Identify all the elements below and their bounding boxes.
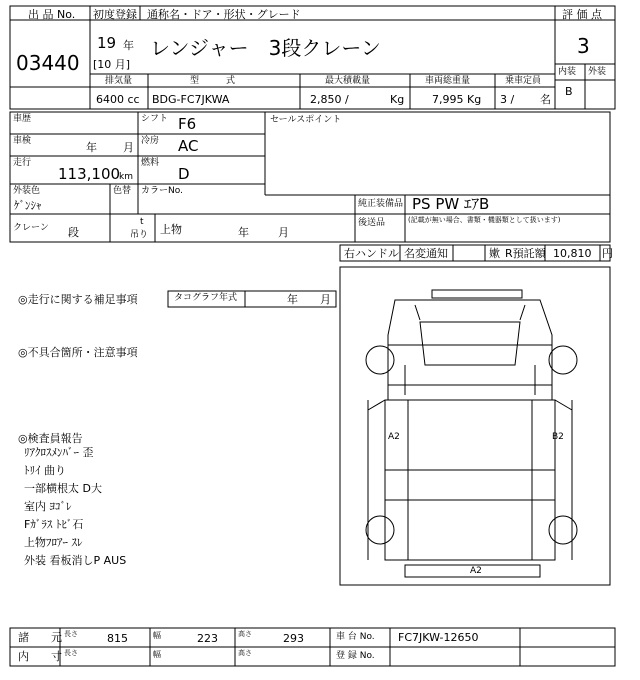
registration-year: 19	[97, 34, 117, 52]
registration-label: 初度登録	[93, 8, 137, 21]
max-load: 2,850 /	[310, 93, 349, 106]
length-value: 815	[107, 632, 128, 645]
driving-notes-heading: ◎走行に関する補足事項	[18, 293, 138, 306]
body-label: 上物	[160, 223, 182, 236]
max-load-label: 最大積載量	[325, 76, 371, 86]
dims-label: 諸 元	[18, 631, 62, 644]
crane-hook-unit: 吊り	[130, 230, 149, 240]
color-value: ｹﾞﾝｼｬ	[14, 199, 42, 212]
equipment-value: PS PW ｴｱB	[412, 195, 490, 213]
registration-month: [10 月]	[93, 58, 131, 71]
aircon-value: AC	[178, 137, 199, 155]
inspector-line: ﾘｱｸﾛｽﾒﾝﾊﾞｰ 歪	[24, 446, 94, 459]
fuel-value: D	[178, 165, 190, 183]
displacement-label: 排気量	[105, 76, 133, 86]
body-month-unit: 月	[278, 226, 289, 239]
shift-label: シフト	[141, 114, 169, 124]
damage-mark: B2	[552, 432, 564, 442]
displacement: 6400 cc	[96, 93, 140, 106]
score-label: 評 価 点	[562, 8, 602, 21]
interior-label: 内装	[558, 67, 577, 77]
fuel-label: 燃料	[141, 158, 160, 168]
tachograph-year-unit: 年	[287, 293, 298, 306]
color-change-label: 色替	[113, 186, 132, 196]
name-change-label: 名変通知	[404, 247, 448, 260]
capacity-unit: 名	[540, 93, 551, 106]
interior-length-label: 長さ	[64, 649, 78, 657]
width-label: 幅	[153, 631, 161, 640]
tachograph-month-unit: 月	[320, 293, 331, 306]
mileage-unit: km	[119, 172, 133, 182]
shift-value: F6	[178, 115, 197, 133]
registration-number-label: 登 録 No.	[336, 651, 375, 661]
deposit-value: 10,810	[553, 247, 592, 260]
color-code-label: カラーNo.	[141, 186, 183, 196]
exterior-label: 外装	[588, 67, 607, 77]
model-code: BDG-FC7JKWA	[152, 93, 230, 106]
rhd-badge: 右ハンドル	[344, 247, 399, 260]
interior-height-label: 高さ	[238, 649, 252, 657]
length-label: 長さ	[64, 630, 78, 638]
damage-mark: A2	[388, 432, 400, 442]
inspector-line: 上物ﾌﾛｱｰ ｽﾚ	[24, 536, 83, 549]
lot-number: 03440	[16, 51, 80, 75]
interior-score: B	[565, 85, 573, 98]
tachograph-label: タコグラフ年式	[174, 293, 238, 303]
inspection-label: 車検	[13, 136, 32, 146]
lot-label: 出 品 No.	[28, 8, 76, 21]
interior-width-label: 幅	[153, 650, 161, 659]
capacity: 3 /	[500, 93, 515, 106]
inspection-month-unit: 月	[123, 141, 134, 154]
mileage-value: 113,100	[58, 165, 121, 183]
equipment-label: 純正装備品	[358, 199, 404, 209]
gross-weight: 7,995 Kg	[432, 93, 482, 106]
model-code-label: 型 式	[190, 76, 236, 86]
aftermarket-note: (記載が無い場合、書類・機器類として扱います)	[408, 216, 561, 224]
sales-points-label: セールスポイント	[270, 115, 342, 125]
gross-weight-label: 車両総重量	[425, 76, 471, 86]
interior-dims-label: 内 寸	[18, 650, 62, 663]
overall-score: 3	[577, 34, 590, 58]
defect-heading: ◎不具合箇所・注意事項	[18, 346, 138, 359]
inspector-heading: ◎検査員報告	[18, 432, 83, 445]
mileage-label: 走行	[13, 158, 32, 168]
crane-label: クレーン	[13, 223, 49, 233]
crane-ton-unit: t	[140, 217, 144, 227]
inspector-line: 室内 ﾖｺﾞﾚ	[24, 500, 72, 513]
deposit-label: R預託額	[505, 247, 546, 260]
aircon-label: 冷房	[141, 136, 160, 146]
height-label: 高さ	[238, 630, 252, 638]
chassis-label: 車 台 No.	[336, 632, 375, 642]
color-label: 外装色	[13, 186, 41, 196]
max-load-unit: Kg	[390, 93, 405, 106]
inspector-line: 一部横根太 D大	[24, 482, 102, 495]
tax-label: 嫰	[489, 247, 500, 260]
model-label: 通称名・ドア・形状・グレード	[147, 8, 301, 21]
height-value: 293	[283, 632, 304, 645]
deposit-unit: 円	[602, 247, 613, 260]
crane-stage-unit: 段	[68, 226, 79, 239]
inspection-year-unit: 年	[86, 141, 97, 154]
capacity-label: 乗車定員	[505, 76, 542, 86]
history-label: 車歴	[13, 114, 32, 124]
inspector-line: Fｶﾞﾗｽ ﾄﾋﾞ石	[24, 518, 84, 531]
damage-mark: A2	[470, 566, 482, 576]
model-name: レンジャー 3段クレーン	[150, 36, 381, 60]
aftermarket-label: 後送品	[358, 218, 386, 228]
width-value: 223	[197, 632, 218, 645]
chassis-number: FC7JKW-12650	[398, 631, 479, 644]
registration-year-unit: 年	[123, 39, 134, 52]
inspector-line: 外装 看板消しP AUS	[24, 554, 127, 567]
inspector-line: ﾄﾘｲ 曲り	[24, 464, 66, 477]
body-year-unit: 年	[238, 226, 249, 239]
